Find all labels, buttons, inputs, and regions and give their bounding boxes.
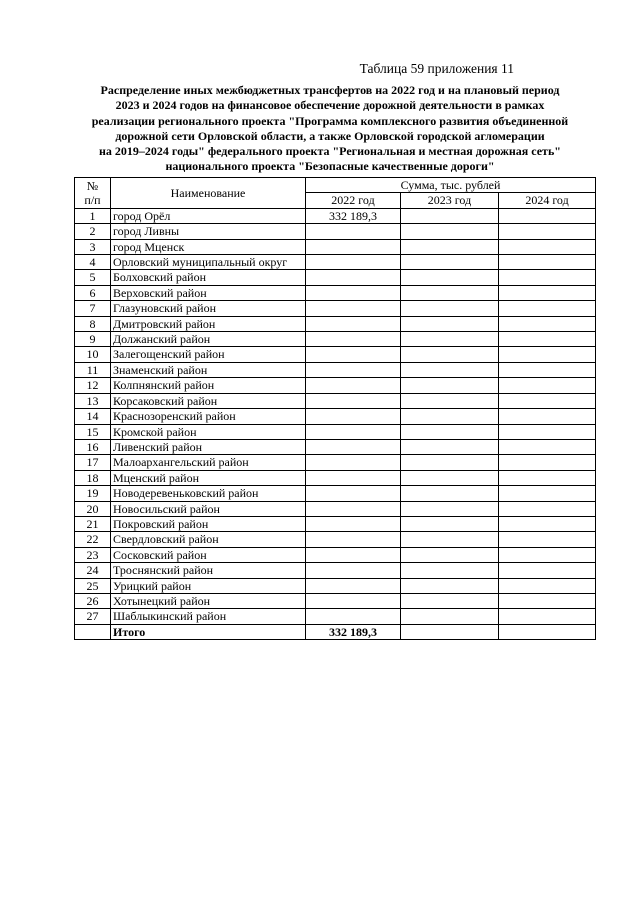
row-value-2023	[401, 270, 499, 285]
row-value-2022	[306, 532, 401, 547]
table-row	[75, 301, 596, 316]
row-value-2023	[401, 255, 499, 270]
row-value-2024	[499, 593, 596, 608]
table-row	[75, 424, 596, 439]
row-value-2024	[499, 270, 596, 285]
table-row	[75, 208, 596, 223]
table-row	[75, 393, 596, 408]
table-row	[75, 316, 596, 331]
row-number: 24	[75, 563, 111, 578]
row-number: 16	[75, 439, 111, 454]
row-value-2023	[401, 393, 499, 408]
row-name: город Ливны	[111, 224, 306, 239]
row-number: 8	[75, 316, 111, 331]
row-value-2024	[499, 239, 596, 254]
row-value-2022	[306, 409, 401, 424]
header-name: Наименование	[111, 178, 306, 209]
table-row	[75, 347, 596, 362]
row-value-2022: 332 189,3	[306, 208, 401, 223]
table-row	[75, 378, 596, 393]
row-value-2022	[306, 285, 401, 300]
row-value-2024	[499, 316, 596, 331]
header-number	[75, 178, 111, 209]
total-value-2023	[401, 624, 499, 639]
total-number	[75, 624, 111, 639]
header-year-2023: 2023 год	[401, 193, 499, 208]
row-value-2023	[401, 501, 499, 516]
header-sum: Сумма, тыс. рублей	[306, 178, 596, 193]
row-value-2022	[306, 224, 401, 239]
row-value-2024	[499, 378, 596, 393]
row-number: 25	[75, 578, 111, 593]
table-row	[75, 270, 596, 285]
table-row	[75, 285, 596, 300]
row-name: Сосковский район	[111, 547, 306, 562]
row-value-2022	[306, 486, 401, 501]
row-value-2023	[401, 409, 499, 424]
row-value-2024	[499, 424, 596, 439]
table-row	[75, 593, 596, 608]
row-value-2024	[499, 609, 596, 624]
table-body	[75, 208, 596, 639]
title-line: дорожной сети Орловской области, а также Орловской городской агломерации	[115, 128, 545, 143]
row-name: Хотынецкий район	[111, 593, 306, 608]
row-number: 11	[75, 362, 111, 377]
row-value-2023	[401, 347, 499, 362]
row-value-2023	[401, 578, 499, 593]
title-line: реализации регионального проекта "Программа комплексного развития объединенной	[91, 113, 569, 128]
row-value-2023	[401, 316, 499, 331]
title-line: Распределение иных межбюджетных трансфертов на 2022 год и на плановый период	[100, 83, 560, 97]
row-number: 20	[75, 501, 111, 516]
row-name: Ливенский район	[111, 439, 306, 454]
row-name: Покровский район	[111, 516, 306, 531]
transfers-table	[74, 177, 596, 640]
row-name: Троснянский район	[111, 563, 306, 578]
table-row	[75, 470, 596, 485]
row-number: 9	[75, 332, 111, 347]
row-value-2024	[499, 301, 596, 316]
header-year-2024: 2024 год	[499, 193, 596, 208]
row-number: 18	[75, 470, 111, 485]
row-value-2023	[401, 439, 499, 454]
total-label: Итого	[111, 624, 306, 639]
row-name: город Орёл	[111, 208, 306, 223]
row-number: 22	[75, 532, 111, 547]
row-number: 6	[75, 285, 111, 300]
row-name: Кромской район	[111, 424, 306, 439]
table-row	[75, 332, 596, 347]
row-name: Колпнянский район	[111, 378, 306, 393]
row-value-2023	[401, 516, 499, 531]
row-name: Новосильский район	[111, 501, 306, 516]
row-value-2023	[401, 547, 499, 562]
row-name: Знаменский район	[111, 362, 306, 377]
row-value-2023	[401, 285, 499, 300]
row-value-2023	[401, 470, 499, 485]
row-number: 23	[75, 547, 111, 562]
row-name: Мценский район	[111, 470, 306, 485]
table-row	[75, 409, 596, 424]
document-title	[60, 83, 600, 175]
row-value-2022	[306, 516, 401, 531]
row-number: 4	[75, 255, 111, 270]
row-number: 1	[75, 208, 111, 223]
row-value-2023	[401, 301, 499, 316]
row-name: Глазуновский район	[111, 301, 306, 316]
total-value-2022: 332 189,3	[306, 624, 401, 639]
row-name: Верховский район	[111, 285, 306, 300]
row-value-2024	[499, 563, 596, 578]
table-row	[75, 362, 596, 377]
row-name: Должанский район	[111, 332, 306, 347]
row-name: Болховский район	[111, 270, 306, 285]
row-name: Шаблыкинский район	[111, 609, 306, 624]
table-row	[75, 563, 596, 578]
total-value-2024	[499, 624, 596, 639]
row-value-2024	[499, 208, 596, 223]
row-value-2022	[306, 347, 401, 362]
row-value-2022	[306, 270, 401, 285]
row-value-2023	[401, 208, 499, 223]
row-number: 21	[75, 516, 111, 531]
table-caption: Таблица 59 приложения 11	[359, 61, 514, 76]
row-value-2024	[499, 362, 596, 377]
row-value-2023	[401, 378, 499, 393]
total-row	[75, 624, 596, 639]
row-value-2024	[499, 409, 596, 424]
row-value-2022	[306, 378, 401, 393]
row-value-2024	[499, 255, 596, 270]
row-name: город Мценск	[111, 239, 306, 254]
title-line: национального проекта "Безопасные качественные дороги"	[165, 159, 495, 174]
row-value-2023	[401, 455, 499, 470]
row-value-2022	[306, 393, 401, 408]
table-row	[75, 501, 596, 516]
row-value-2024	[499, 393, 596, 408]
table-row	[75, 224, 596, 239]
row-number: 7	[75, 301, 111, 316]
header-number-line2: п/п	[84, 192, 101, 207]
table-row	[75, 239, 596, 254]
row-value-2024	[499, 285, 596, 300]
row-value-2023	[401, 593, 499, 608]
row-value-2022	[306, 316, 401, 331]
row-number: 3	[75, 239, 111, 254]
row-name: Залегощенский район	[111, 347, 306, 362]
row-value-2022	[306, 578, 401, 593]
row-value-2023	[401, 239, 499, 254]
row-value-2022	[306, 501, 401, 516]
row-value-2024	[499, 332, 596, 347]
table-row	[75, 486, 596, 501]
row-name: Свердловский район	[111, 532, 306, 547]
row-value-2024	[499, 347, 596, 362]
table-row	[75, 516, 596, 531]
row-value-2024	[499, 547, 596, 562]
row-value-2022	[306, 239, 401, 254]
row-value-2022	[306, 609, 401, 624]
row-value-2024	[499, 501, 596, 516]
table-row	[75, 578, 596, 593]
row-value-2022	[306, 547, 401, 562]
row-value-2024	[499, 516, 596, 531]
row-value-2022	[306, 424, 401, 439]
row-value-2023	[401, 332, 499, 347]
row-number: 15	[75, 424, 111, 439]
row-number: 27	[75, 609, 111, 624]
row-value-2023	[401, 424, 499, 439]
row-number: 2	[75, 224, 111, 239]
row-value-2022	[306, 593, 401, 608]
table-row	[75, 532, 596, 547]
row-name: Урицкий район	[111, 578, 306, 593]
table-row	[75, 439, 596, 454]
row-name: Дмитровский район	[111, 316, 306, 331]
row-value-2024	[499, 455, 596, 470]
row-name: Малоархангельский район	[111, 455, 306, 470]
row-value-2022	[306, 301, 401, 316]
row-name: Краснозоренский район	[111, 409, 306, 424]
table-row	[75, 547, 596, 562]
row-number: 14	[75, 409, 111, 424]
row-number: 12	[75, 378, 111, 393]
row-value-2024	[499, 470, 596, 485]
row-name: Корсаковский район	[111, 393, 306, 408]
row-value-2022	[306, 455, 401, 470]
header-number-line1: №	[86, 178, 99, 193]
row-number: 10	[75, 347, 111, 362]
row-name: Новодеревеньковский район	[111, 486, 306, 501]
row-value-2023	[401, 362, 499, 377]
row-name: Орловский муниципальный округ	[111, 255, 306, 270]
row-number: 17	[75, 455, 111, 470]
row-number: 26	[75, 593, 111, 608]
row-value-2024	[499, 439, 596, 454]
row-value-2023	[401, 532, 499, 547]
row-value-2023	[401, 563, 499, 578]
row-value-2024	[499, 578, 596, 593]
row-value-2023	[401, 486, 499, 501]
table-row	[75, 455, 596, 470]
row-value-2023	[401, 224, 499, 239]
row-number: 13	[75, 393, 111, 408]
row-value-2022	[306, 332, 401, 347]
row-value-2024	[499, 486, 596, 501]
table-header	[75, 178, 596, 209]
table-row	[75, 609, 596, 624]
title-line: 2023 и 2024 годов на финансовое обеспечение дорожной деятельности в рамках	[115, 98, 545, 113]
row-number: 19	[75, 486, 111, 501]
row-number: 5	[75, 270, 111, 285]
header-year-2022: 2022 год	[306, 193, 401, 208]
row-value-2022	[306, 255, 401, 270]
table-row	[75, 255, 596, 270]
row-value-2024	[499, 532, 596, 547]
row-value-2022	[306, 439, 401, 454]
row-value-2022	[306, 470, 401, 485]
header-row	[75, 178, 596, 193]
row-value-2023	[401, 609, 499, 624]
row-value-2024	[499, 224, 596, 239]
row-value-2022	[306, 563, 401, 578]
title-line: на 2019–2024 годы" федерального проекта "Региональная и местная дорожная сеть"	[99, 144, 561, 159]
row-value-2022	[306, 362, 401, 377]
